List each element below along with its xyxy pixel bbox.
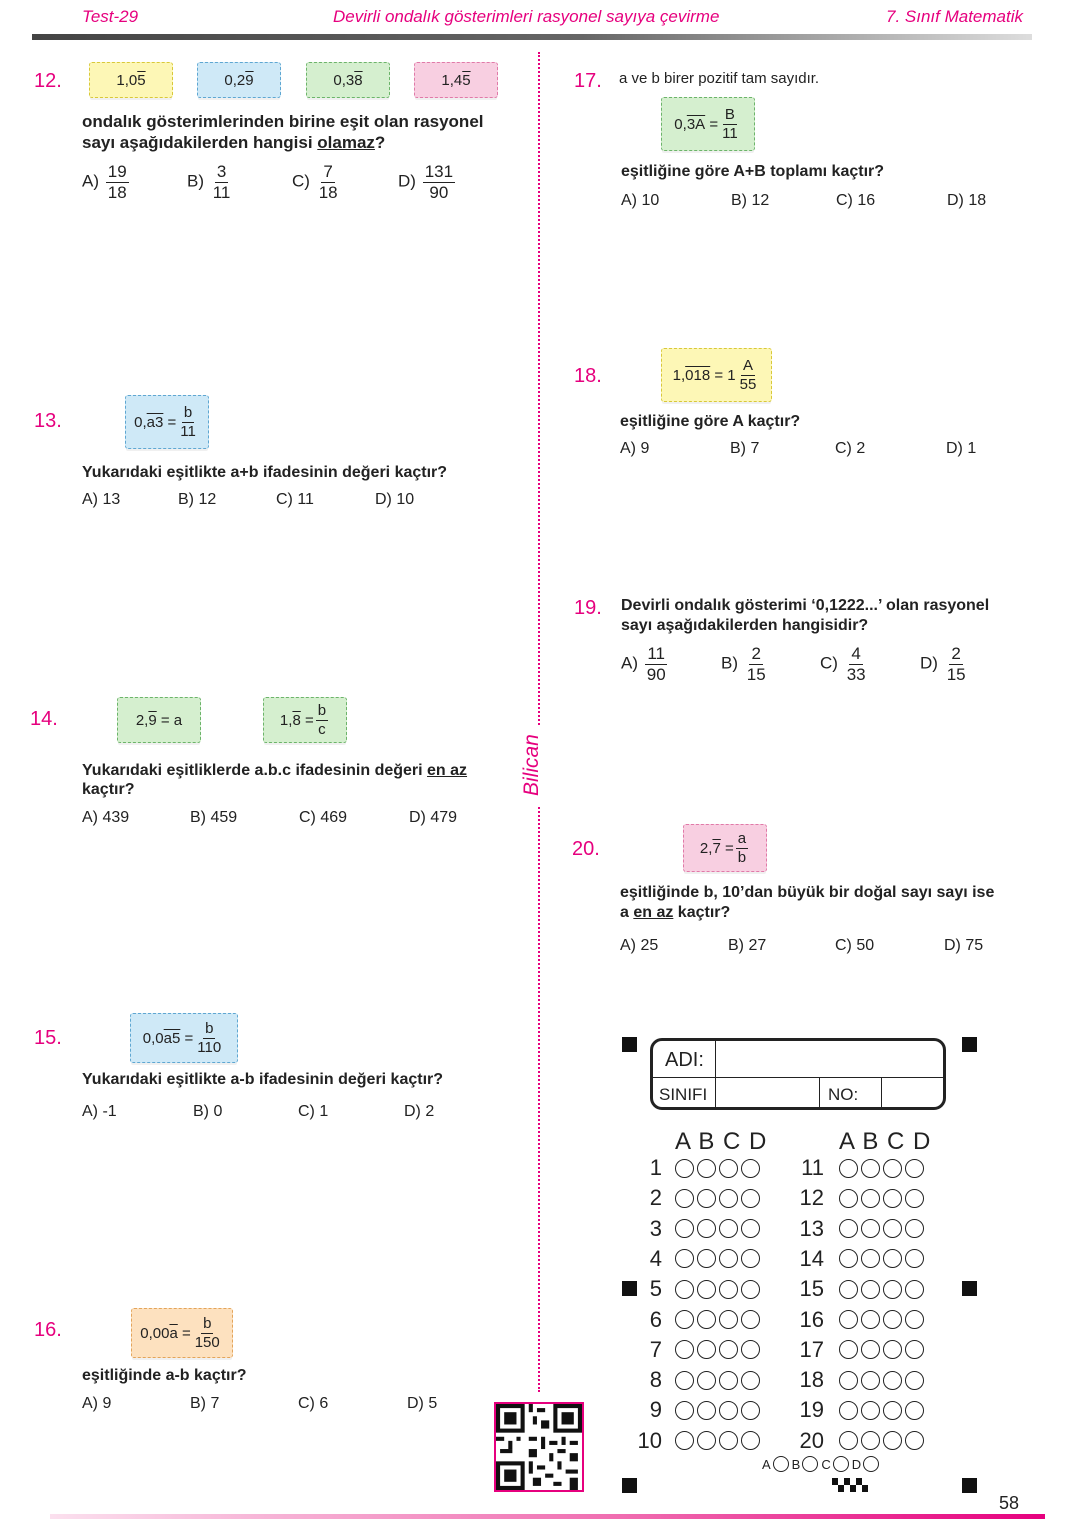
answer-bubble-b[interactable] — [697, 1159, 716, 1178]
answer-bubble-b[interactable] — [861, 1249, 880, 1268]
option-c[interactable]: C) 16 — [836, 192, 876, 209]
question-text: Devirli ondalık gösterimi ‘0,1222...’ olan rasyonel — [621, 597, 990, 614]
class-label: SINIFI — [659, 1085, 708, 1104]
answer-bubble-d[interactable] — [741, 1340, 760, 1359]
answer-bubble-c[interactable] — [883, 1219, 902, 1238]
answer-row-number: 3 — [649, 1215, 662, 1241]
answer-bubble-d[interactable] — [741, 1401, 760, 1420]
answer-bubble-b[interactable] — [861, 1340, 880, 1359]
question-text: Yukarıdaki eşitlikte a+b ifadesinin değeri kaçtır? — [82, 464, 448, 481]
number-field[interactable] — [885, 1079, 939, 1107]
equation-box: 0, a3 = $\frac{b}{11}$ — [125, 395, 209, 449]
answer-bubble-d[interactable] — [905, 1280, 924, 1299]
class-field[interactable] — [719, 1079, 817, 1107]
answer-bubble-a[interactable] — [839, 1219, 858, 1238]
question-text: eşitliğine göre A+B toplamı kaçtır? — [621, 163, 885, 180]
answer-bubble-c[interactable] — [719, 1159, 738, 1178]
answer-bubble-d[interactable] — [741, 1249, 760, 1268]
answer-bubble-b[interactable] — [697, 1401, 716, 1420]
equation-box: 0,0 a5 = $\frac{b}{110}$ — [130, 1013, 238, 1063]
registration-mark — [622, 1478, 637, 1493]
answer-bubble-d[interactable] — [741, 1159, 760, 1178]
answer-bubble-a[interactable] — [675, 1159, 694, 1178]
answer-bubble-d[interactable] — [741, 1310, 760, 1329]
form-divider — [715, 1077, 716, 1109]
option-c[interactable]: C) $\frac{4}{33}$ — [820, 644, 866, 684]
answer-bubble-d[interactable] — [905, 1189, 924, 1208]
answer-bubble-a[interactable] — [675, 1249, 694, 1268]
decimal-box: 1,4 5 — [414, 62, 498, 98]
barcode-mark — [832, 1478, 870, 1492]
answer-row — [624, 1397, 763, 1423]
answer-bubble-c[interactable] — [883, 1159, 902, 1178]
answer-bubble-d[interactable] — [905, 1431, 924, 1450]
answer-row — [624, 1367, 763, 1393]
answer-column-header: A B C D — [675, 1128, 768, 1155]
answer-row-number: 17 — [799, 1336, 824, 1362]
answer-row-number: 11 — [801, 1155, 824, 1180]
option-a[interactable]: A) $\frac{11}{90}$ — [621, 644, 666, 684]
answer-row — [786, 1307, 927, 1333]
option-a[interactable]: A) 439 — [82, 809, 130, 826]
registration-mark — [622, 1037, 637, 1052]
answer-row — [786, 1397, 927, 1423]
answer-bubble-c[interactable] — [719, 1249, 738, 1268]
answer-bubble-b[interactable] — [697, 1219, 716, 1238]
option-c[interactable]: C) $\frac{7}{18}$ — [292, 162, 338, 202]
answer-bubble-c[interactable] — [719, 1431, 738, 1450]
answer-bubble-d[interactable] — [905, 1371, 924, 1390]
option-b[interactable]: B) 0 — [193, 1103, 223, 1120]
option-b[interactable]: B) 7 — [190, 1395, 220, 1412]
name-field[interactable] — [719, 1043, 939, 1075]
answer-bubble-a[interactable] — [839, 1189, 858, 1208]
question-text: kaçtır? — [82, 781, 135, 798]
answer-row-number: 13 — [799, 1215, 824, 1241]
option-a[interactable]: A) $\frac{19}{18}$ — [82, 162, 127, 202]
answer-row — [786, 1246, 927, 1272]
answer-bubble-c[interactable] — [883, 1431, 902, 1450]
form-divider — [819, 1077, 820, 1109]
answer-bubble-d[interactable] — [905, 1340, 924, 1359]
option-b[interactable]: B) $\frac{2}{15}$ — [721, 644, 766, 684]
answer-bubble-a[interactable] — [839, 1280, 858, 1299]
page-number: 58 — [999, 1493, 1020, 1513]
form-divider — [653, 1077, 943, 1078]
form-divider — [881, 1077, 882, 1109]
answer-bubble-c[interactable] — [883, 1310, 902, 1329]
option-b[interactable]: B) 7 — [730, 440, 760, 457]
option-b[interactable]: B) $\frac{3}{11}$ — [187, 162, 231, 202]
question-number: 15. — [34, 1027, 62, 1049]
answer-bubble-a[interactable] — [675, 1431, 694, 1450]
answer-row — [624, 1246, 763, 1272]
question-text: sayı aşağıdakilerden hangisidir? — [621, 617, 869, 634]
option-b[interactable]: B) 12 — [731, 192, 770, 209]
question-text: Yukarıdaki eşitliklerde a.b.c ifadesinin değeri en az — [82, 762, 468, 779]
registration-mark — [962, 1478, 977, 1493]
answer-bubble-c[interactable] — [883, 1249, 902, 1268]
answer-bubble-a[interactable] — [839, 1340, 858, 1359]
decimal-box: 0,3 8 — [306, 62, 390, 98]
answer-bubble-c[interactable] — [719, 1310, 738, 1329]
answer-bubble-b[interactable] — [861, 1431, 880, 1450]
answer-bubble-a[interactable] — [839, 1249, 858, 1268]
question-number: 18. — [574, 365, 602, 387]
answer-bubble-d[interactable] — [905, 1401, 924, 1420]
answer-row-number: 16 — [799, 1306, 824, 1332]
option-d[interactable]: D) $\frac{131}{90}$ — [398, 162, 454, 202]
answer-bubble-b[interactable] — [697, 1310, 716, 1329]
answer-bubble-d[interactable] — [741, 1371, 760, 1390]
answer-bubble-b[interactable] — [861, 1401, 880, 1420]
option-b[interactable]: B) 459 — [190, 809, 238, 826]
question-text: eşitliğine göre A kaçtır? — [620, 413, 801, 430]
answer-row-number: 5 — [649, 1276, 662, 1302]
header-rule — [32, 34, 1032, 40]
footer-rule — [50, 1514, 1045, 1519]
answer-bubble-c[interactable] — [883, 1189, 902, 1208]
question-text: a en az kaçtır? — [620, 904, 731, 921]
qr-code-icon — [496, 1404, 582, 1490]
answer-bubble-a[interactable] — [675, 1310, 694, 1329]
answer-bubble-c[interactable] — [883, 1340, 902, 1359]
answer-bubble-b[interactable] — [861, 1189, 880, 1208]
answer-bubble-c[interactable] — [883, 1401, 902, 1420]
option-d[interactable]: D) 1 — [946, 440, 977, 457]
option-b[interactable]: B) 12 — [178, 491, 217, 508]
answer-row — [786, 1276, 927, 1302]
question-number: 19. — [574, 597, 602, 619]
brand-logo: Bilican — [520, 725, 560, 805]
question-number: 13. — [34, 410, 62, 432]
option-a[interactable]: A) 13 — [82, 491, 121, 508]
equation-box: 0, 3A = $\frac{B}{11}$ — [661, 97, 755, 151]
option-c[interactable]: C) 469 — [299, 809, 348, 826]
question-number: 17. — [574, 70, 602, 92]
option-d[interactable]: D) 2 — [404, 1103, 435, 1120]
option-c[interactable]: C) 1 — [298, 1103, 329, 1120]
answer-row-number: 1 — [649, 1155, 662, 1180]
option-d[interactable]: D) $\frac{2}{15}$ — [920, 644, 966, 684]
answer-bubble-c[interactable] — [719, 1219, 738, 1238]
answer-column-header: A B C D — [839, 1128, 932, 1155]
answer-row — [786, 1337, 927, 1363]
number-label: NO: — [828, 1085, 859, 1104]
answer-bubble-a[interactable] — [839, 1431, 858, 1450]
question-text: sayı aşağıdakilerden hangisi olamaz? — [82, 133, 386, 152]
equation-box: 1, 8 = $\frac{b}{c}$ — [263, 697, 347, 743]
option-d[interactable]: D) 5 — [407, 1395, 438, 1412]
question-text: eşitliğinde b, 10’dan büyük bir doğal sayı sayı ise — [620, 884, 995, 901]
answer-bubble-b[interactable] — [861, 1219, 880, 1238]
answer-row-number: 10 — [637, 1427, 662, 1453]
option-c[interactable]: C) 11 — [276, 491, 314, 508]
course-label: 7. Sınıf Matematik — [886, 7, 1023, 26]
option-c[interactable]: C) 50 — [835, 937, 875, 954]
answer-bubble-a[interactable] — [839, 1371, 858, 1390]
answer-bubble-c[interactable] — [883, 1371, 902, 1390]
answer-bubble-c[interactable] — [719, 1371, 738, 1390]
answer-bubble-b[interactable] — [861, 1280, 880, 1299]
registration-mark — [962, 1281, 977, 1296]
answer-row — [786, 1185, 927, 1211]
answer-legend: A B C D — [762, 1456, 882, 1472]
option-c[interactable]: C) 2 — [835, 440, 866, 457]
answer-bubble-b[interactable] — [861, 1371, 880, 1390]
answer-bubble-a[interactable] — [675, 1401, 694, 1420]
answer-bubble-d[interactable] — [905, 1159, 924, 1178]
answer-bubble-c[interactable] — [719, 1340, 738, 1359]
answer-bubble-a[interactable] — [675, 1219, 694, 1238]
student-info-form — [650, 1038, 946, 1110]
name-label: ADI: — [665, 1049, 704, 1071]
answer-bubble-b[interactable] — [861, 1310, 880, 1329]
option-b[interactable]: B) 27 — [728, 937, 767, 954]
answer-bubble-a[interactable] — [675, 1371, 694, 1390]
option-a[interactable]: A) 25 — [620, 937, 659, 954]
option-c[interactable]: C) 6 — [298, 1395, 329, 1412]
option-d[interactable]: D) 75 — [944, 937, 984, 954]
answer-row-number: 4 — [649, 1245, 662, 1271]
answer-row — [786, 1155, 927, 1181]
answer-bubble-b[interactable] — [697, 1431, 716, 1450]
answer-bubble-a[interactable] — [839, 1310, 858, 1329]
answer-row-number: 9 — [649, 1397, 662, 1423]
answer-row-number: 2 — [649, 1185, 662, 1211]
question-text: Yukarıdaki eşitlikte a-b ifadesinin değeri kaçtır? — [82, 1071, 444, 1088]
answer-bubble-a[interactable] — [675, 1340, 694, 1359]
answer-row — [624, 1337, 763, 1363]
qr-code[interactable] — [494, 1402, 584, 1492]
answer-bubble-d[interactable] — [905, 1219, 924, 1238]
answer-row-number: 19 — [799, 1397, 824, 1423]
answer-bubble-b[interactable] — [697, 1249, 716, 1268]
question-number: 16. — [34, 1319, 62, 1341]
answer-bubble-d[interactable] — [905, 1310, 924, 1329]
answer-bubble-d[interactable] — [741, 1189, 760, 1208]
equation-box: 0,00 $\overline{a}$ = $\frac{b}{150}$ — [131, 1308, 233, 1358]
answer-bubble-d[interactable] — [741, 1431, 760, 1450]
answer-row — [624, 1216, 763, 1242]
decimal-box: 0,2 9 — [197, 62, 281, 98]
question-number: 14. — [30, 708, 58, 730]
form-divider — [715, 1041, 716, 1077]
option-a[interactable]: A) 9 — [620, 440, 650, 457]
question-text: eşitliğinde a-b kaçtır? — [82, 1367, 247, 1384]
answer-row-number: 15 — [799, 1276, 824, 1302]
option-a[interactable]: A) 10 — [621, 192, 660, 209]
answer-row — [624, 1307, 763, 1333]
registration-mark — [962, 1037, 977, 1052]
answer-row-number: 8 — [649, 1367, 662, 1393]
equation-box: 2, 7 = $\frac{a}{b}$ — [683, 824, 767, 872]
answer-bubble-b[interactable] — [697, 1280, 716, 1299]
answer-bubble-b[interactable] — [697, 1189, 716, 1208]
answer-bubble-c[interactable] — [719, 1401, 738, 1420]
answer-bubble-a[interactable] — [839, 1401, 858, 1420]
answer-row-number: 14 — [799, 1245, 824, 1271]
answer-row — [624, 1155, 763, 1181]
equation-box: 2, 9 = a — [117, 697, 201, 743]
question-intro: a ve b birer pozitif tam sayıdır. — [619, 70, 820, 87]
answer-row — [624, 1185, 763, 1211]
answer-bubble-c[interactable] — [719, 1189, 738, 1208]
answer-bubble-c[interactable] — [719, 1280, 738, 1299]
answer-row — [786, 1428, 927, 1454]
answer-bubble-a[interactable] — [675, 1189, 694, 1208]
answer-row — [786, 1367, 927, 1393]
answer-bubble-b[interactable] — [697, 1371, 716, 1390]
answer-bubble-b[interactable] — [861, 1159, 880, 1178]
answer-row — [624, 1276, 763, 1302]
option-d[interactable]: D) 479 — [409, 809, 458, 826]
option-a[interactable]: A) -1 — [82, 1103, 117, 1120]
answer-row-number: 12 — [799, 1185, 824, 1211]
answer-row-number: 7 — [649, 1336, 662, 1362]
answer-bubble-d[interactable] — [741, 1219, 760, 1238]
registration-mark — [622, 1281, 637, 1296]
equation-box: 1, 018 = 1 $\frac{A}{55}$ — [661, 348, 772, 402]
answer-row — [624, 1428, 763, 1454]
question-number: 12. — [34, 70, 62, 92]
decimal-box: 1,0 5 — [89, 62, 173, 98]
answer-row-number: 18 — [799, 1367, 824, 1393]
column-divider — [538, 52, 540, 1392]
answer-row-number: 20 — [799, 1427, 824, 1453]
test-label: Test-29 — [82, 7, 139, 26]
page-title: Devirli ondalık gösterimleri rasyonel sayıya çevirme — [333, 7, 720, 26]
option-a[interactable]: A) 9 — [82, 1395, 112, 1412]
question-text: ondalık gösterimlerinden birine eşit olan rasyonel — [82, 112, 484, 131]
answer-bubble-a[interactable] — [675, 1280, 694, 1299]
option-d[interactable]: D) 10 — [375, 491, 415, 508]
answer-row-number: 6 — [649, 1306, 662, 1332]
option-d[interactable]: D) 18 — [947, 192, 987, 209]
answer-row — [786, 1216, 927, 1242]
answer-bubble-c[interactable] — [883, 1280, 902, 1299]
answer-bubble-a[interactable] — [839, 1159, 858, 1178]
answer-bubble-d[interactable] — [741, 1280, 760, 1299]
answer-bubble-d[interactable] — [905, 1249, 924, 1268]
answer-bubble-b[interactable] — [697, 1340, 716, 1359]
question-number: 20. — [572, 838, 600, 860]
